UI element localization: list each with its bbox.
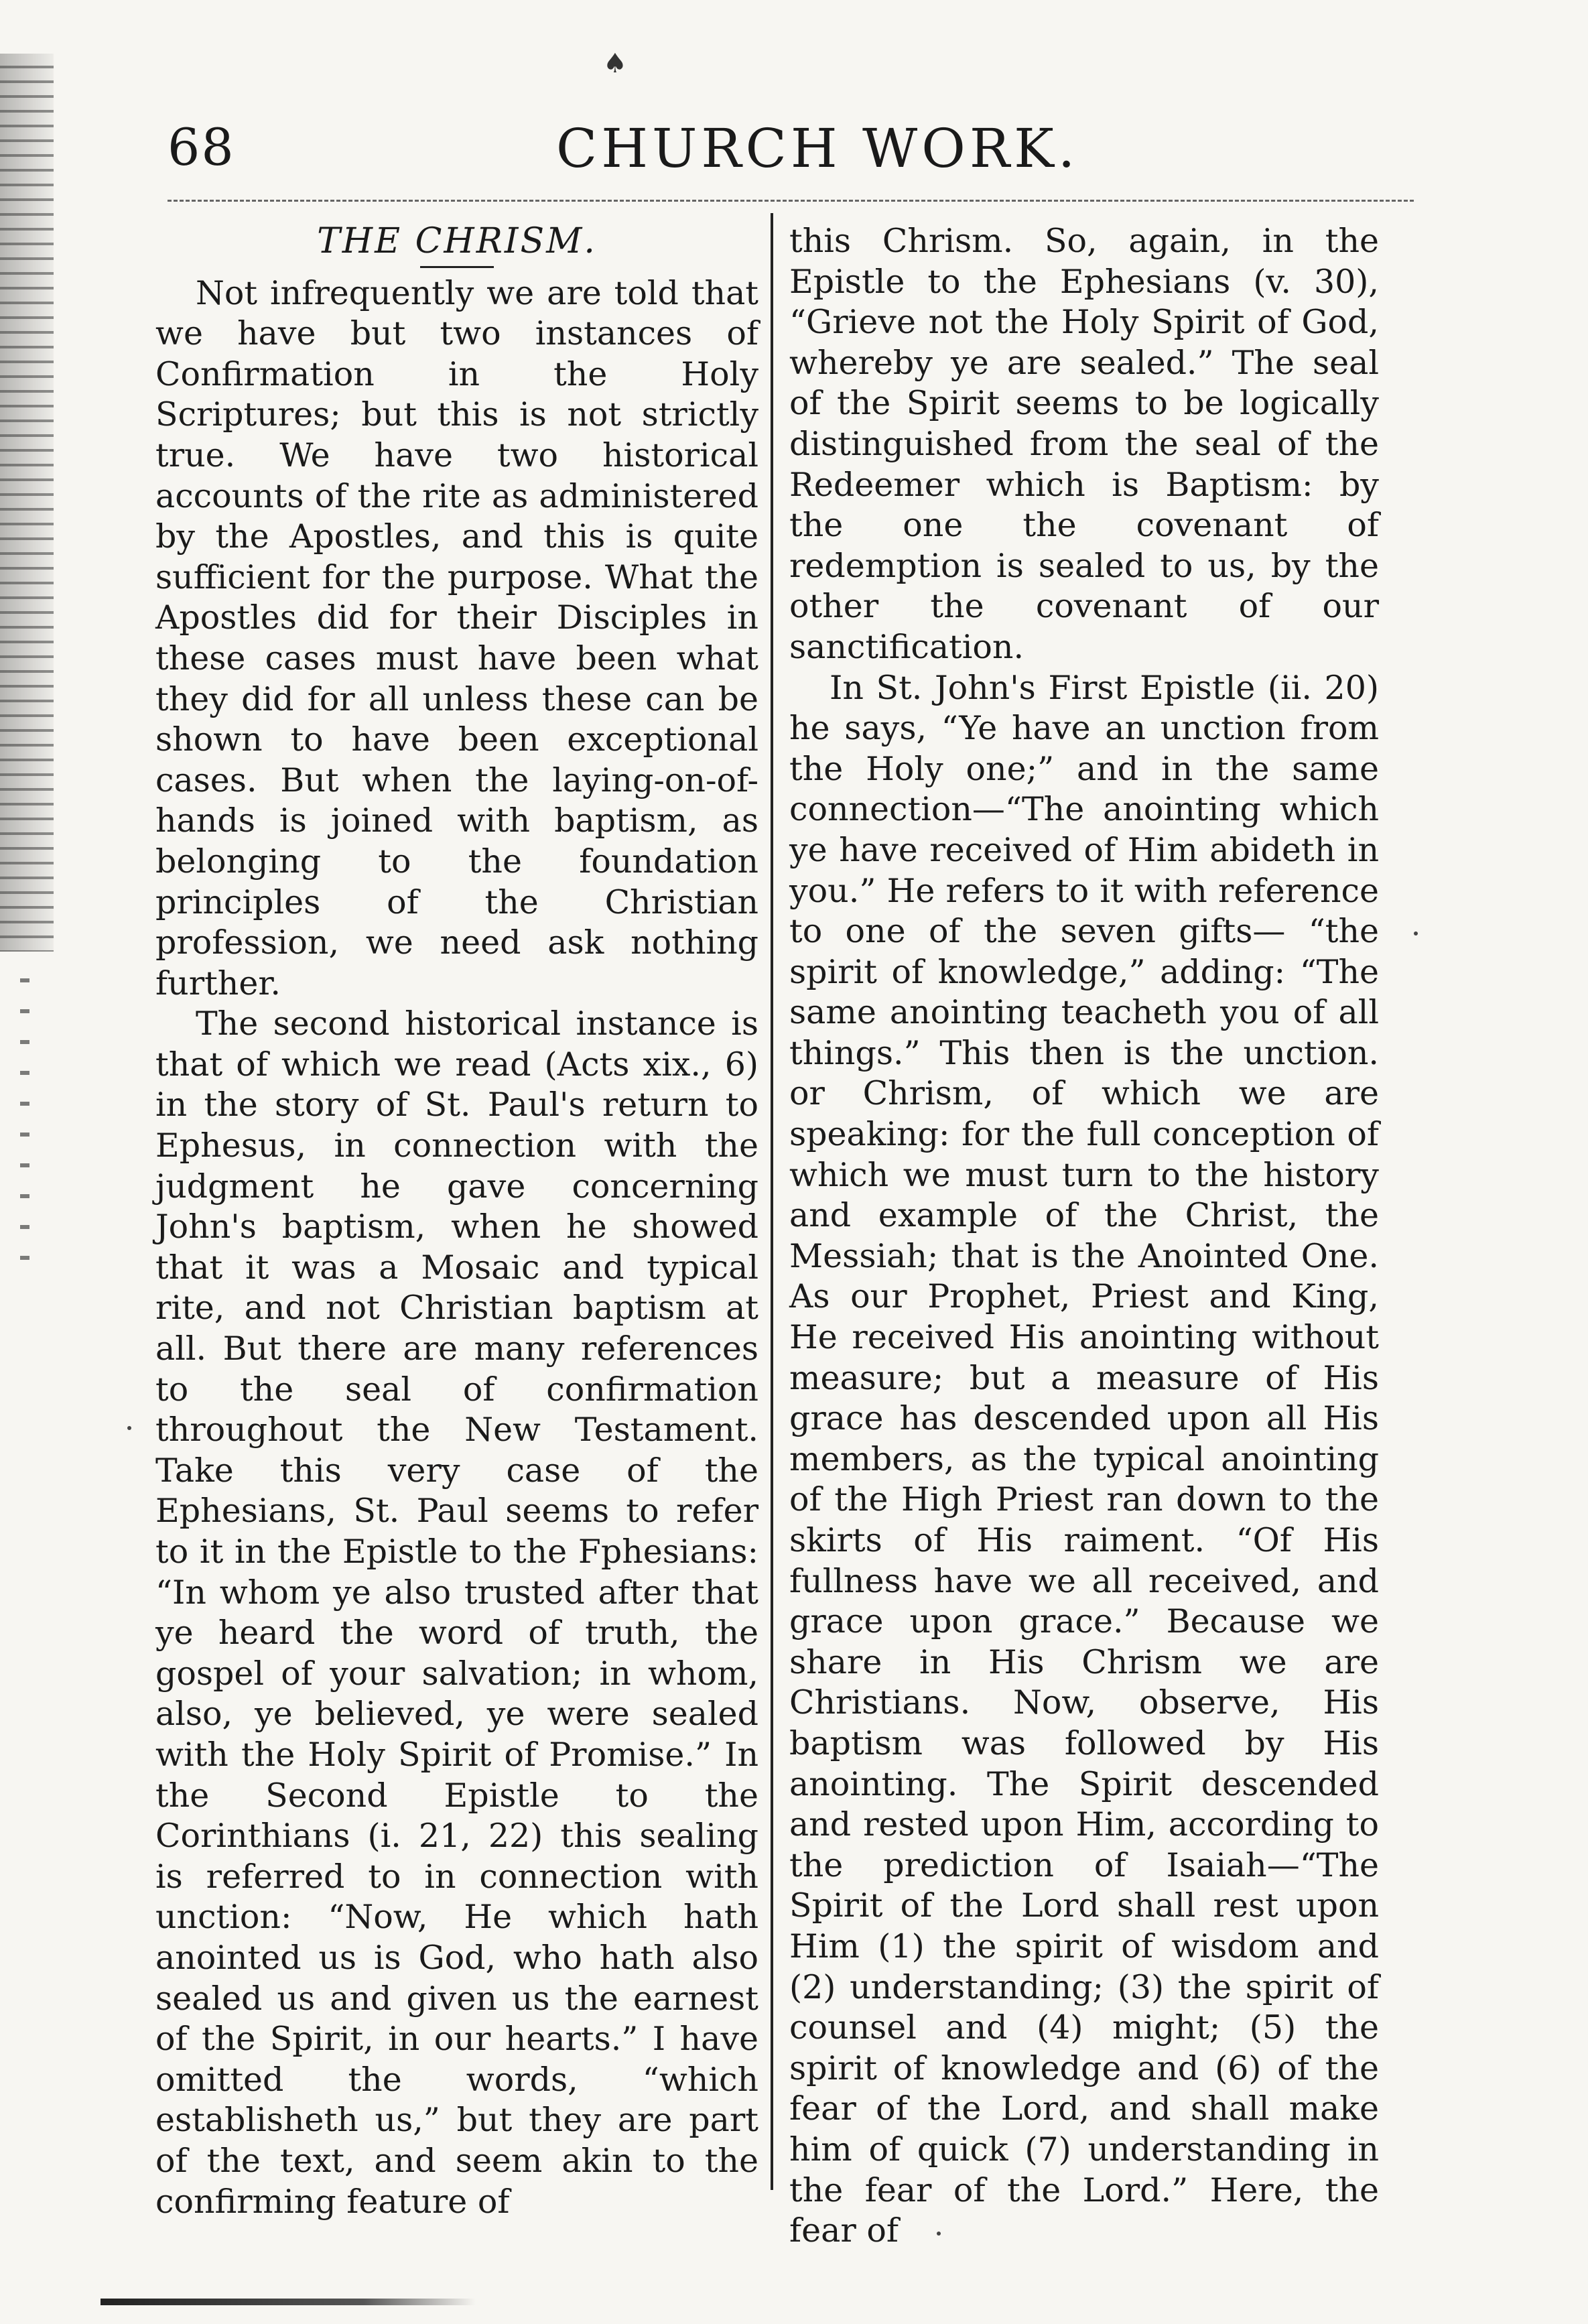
paragraph: this Chrism. So, again, in the Epistle to the Ephesians (v. 30), “Grieve not the Holy Spirit of God, whereby ye are sealed.” The seal of the Spirit seems to be logically distinguished from the seal of the Redeemer which is Baptism: by the one the covenant of redemption is sealed to us, by the other the covenant of our sanctification. [789, 222, 1379, 666]
right-column [789, 221, 1379, 2252]
speck [127, 1426, 131, 1430]
speck [937, 2232, 941, 2236]
left-column [155, 221, 758, 2222]
header-rule [168, 200, 1414, 202]
article-title: THE CHRISM. [317, 221, 597, 261]
column-divider [771, 213, 773, 2190]
title-rule [420, 266, 494, 268]
page-number: 68 [168, 117, 235, 177]
binding-edge [0, 54, 54, 952]
speck [1414, 931, 1418, 935]
paragraph: In St. John's First Epistle (ii. 20) he says, “Ye have an unction from the Holy one;” and in the same connection—“The anointing which ye have received of Him abideth in you.” He refers to it with reference to one of the seven gifts— “the spirit of knowledge,” adding: “The same anointing teacheth you of all things.” This then is the unction. or Chrism, of which we are speaking: for the full conception of which we must turn to the history and example of the Christ, the Messiah; that is the Anointed One. As our Prophet, Priest and King, He received His anointing without measure; but a measure of His grace has descended upon all His members, as the typical anointing of the High Priest ran down to the skirts of His raiment. “Of His fullness have we all received, and grace upon grace.” Because we share in His Chrism we are Christians. Now, observe, His baptism was followed by His anointing. The Spirit descended and rested upon Him, according to the prediction of Isaiah—“The Spirit of the Lord shall rest upon Him (1) the spirit of wisdom and (2) understanding; (3) the spirit of counsel and (4) might; (5) the spirit of knowledge and (6) of the fear of the Lord, and shall make him of quick (7) understanding in the fear of the Lord.” Here, the fear of [789, 668, 1379, 2250]
page-header [168, 117, 1441, 191]
printer-mark: ♠ [603, 48, 627, 79]
paragraph: The second historical instance is that of which we read (Acts xix., 6) in the story of St. Paul's return to Ephesus, in connection with the judgment he gave concerning John's baptism, when he showed that it was a Mosaic and typical rite, and not Christian baptism at all. But there are many references to the seal of confirmation throughout the New Testament. Take this very case of the Ephesians, St. Paul seems to refer to it in the Epistle to the Fphesians: “In whom ye also trusted after that ye heard the word of truth, the gospel of your salvation; in whom, also, ye believed, ye were sealed with the Holy Spirit of Promise.” In the Second Epistle to the Corinthians (i. 21, 22) this sealing is referred to in connection with unction: “Now, He which hath anointed us is God, who hath also sealed us and given us the earnest of the Spirit, in our hearts.” I have omitted the words, “which establisheth us,” but they are part of the text, and seem akin to the confirming feature of [155, 1005, 758, 2221]
binding-edge-lower [20, 952, 29, 1287]
running-head: CHURCH WORK. [556, 117, 1079, 180]
paragraph: Not infrequently we are told that we have but two instances of Confirmation in the Holy Scriptures; but this is not strictly true. We have two historical accounts of the rite as administered by the Apostles, and this is quite sufficient for the purpose. What the Apostles did for their Disciples in these cases must have been what they did for all unless these can be shown to have been exceptional cases. But when the laying-on-of-hands is joined with baptism, as belonging to the foundation principles of the Christian profession, we need ask nothing further. [155, 273, 758, 1003]
bottom-edge-mark [101, 2299, 476, 2305]
